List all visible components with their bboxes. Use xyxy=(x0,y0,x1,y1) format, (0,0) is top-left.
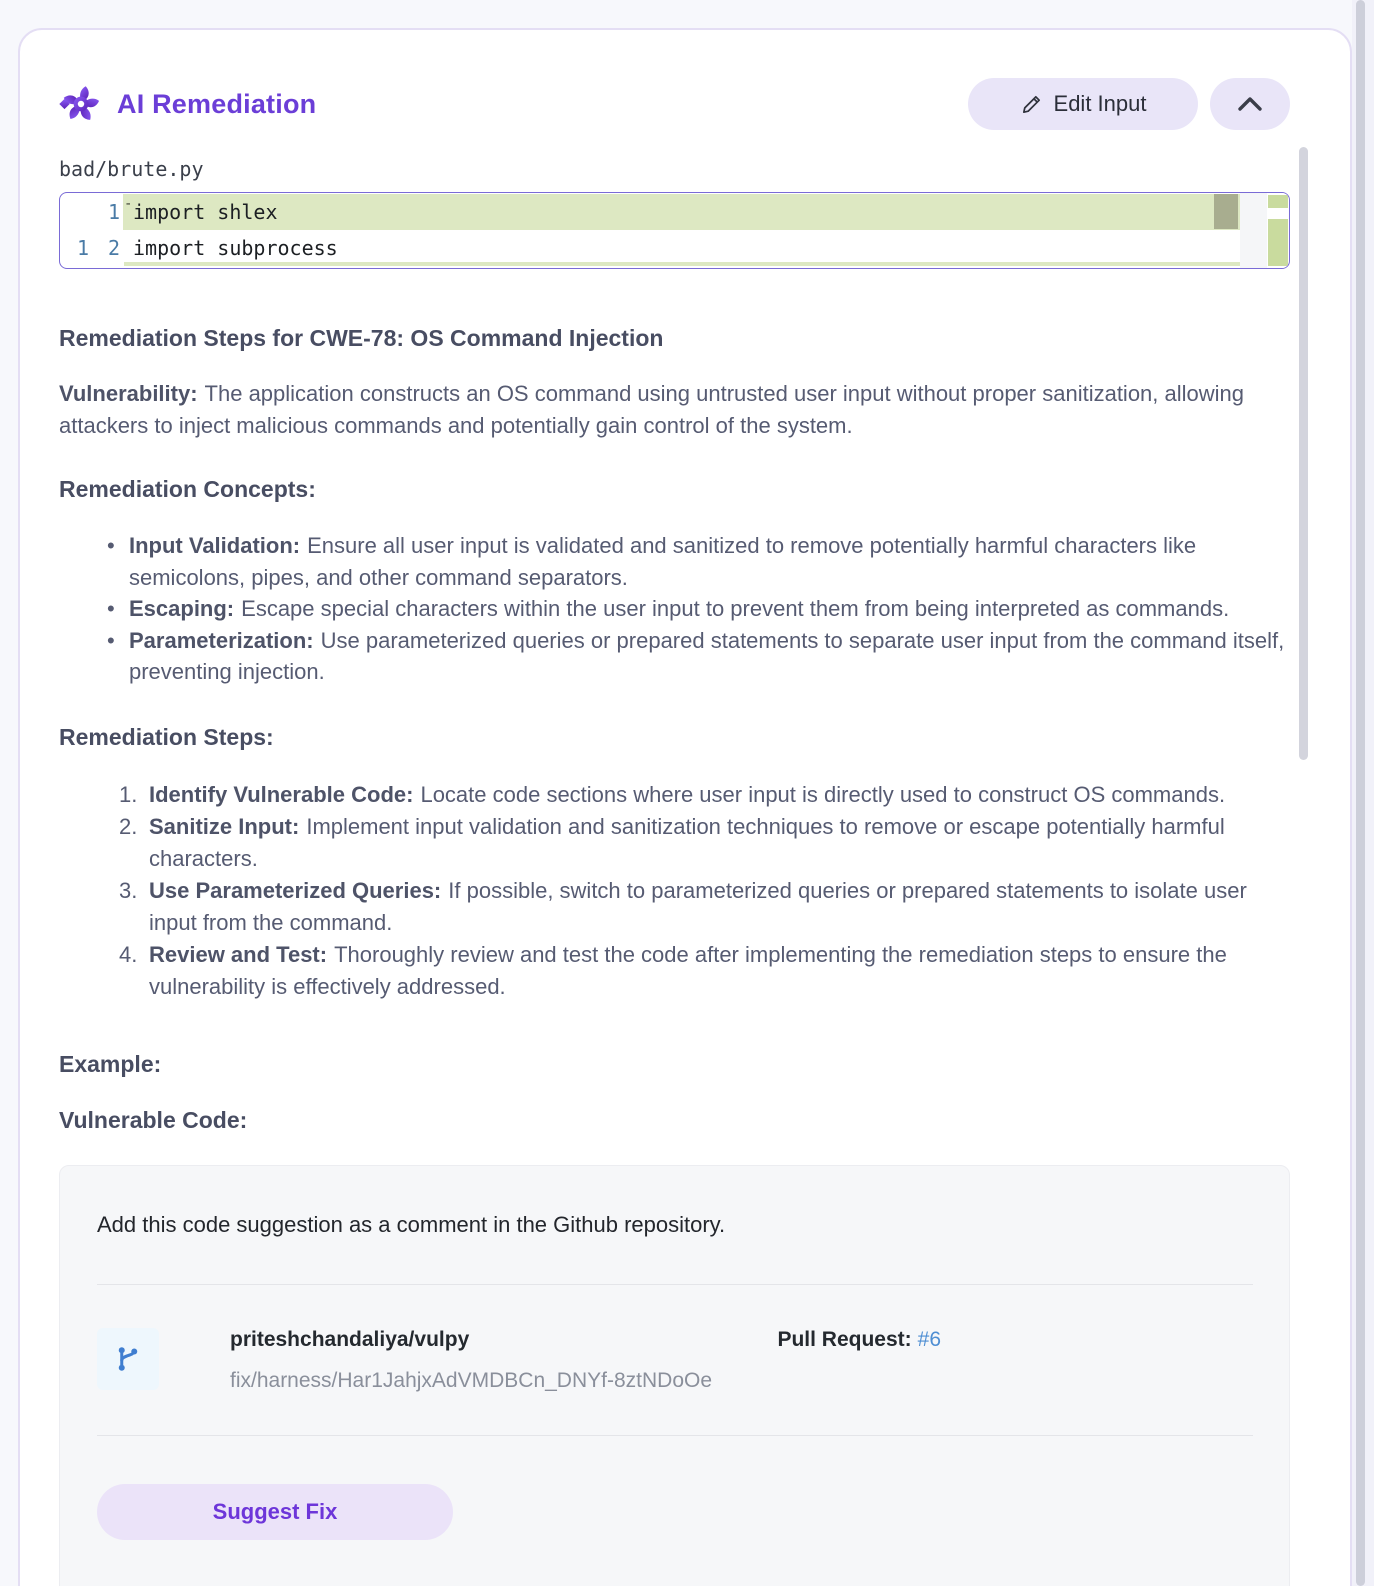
gutter-new-line: 1 xyxy=(107,200,120,224)
repo-name: priteshchandaliya/vulpy xyxy=(230,1327,470,1351)
concept-label: Escaping: xyxy=(129,596,235,621)
code-scrollbar-thumb[interactable] xyxy=(1214,194,1238,229)
concepts-heading: Remediation Concepts: xyxy=(59,476,316,502)
concept-item xyxy=(105,530,1290,593)
example-heading: Example: xyxy=(59,1050,162,1077)
suggestion-prompt: Add this code suggestion as a comment in the Github repository. xyxy=(97,1211,726,1237)
code-diff-block xyxy=(59,192,1290,269)
repo-row xyxy=(97,1328,1253,1393)
step-item xyxy=(121,811,1290,875)
vulnerability-label: Vulnerability: xyxy=(59,381,198,406)
edit-input-button[interactable] xyxy=(968,78,1198,130)
page-scrollbar-thumb[interactable] xyxy=(1356,0,1365,1586)
step-item xyxy=(121,939,1290,1003)
steps-heading: Remediation Steps: xyxy=(59,723,274,750)
divider xyxy=(97,1284,1253,1285)
code-minimap xyxy=(1268,193,1288,268)
concept-text: Ensure all user input is validated and sanitized to remove potentially harmful characters like semicolons, pipes, and other command separators. xyxy=(129,533,1197,590)
gutter-new-line: 2 xyxy=(107,236,120,260)
step-number: 3. xyxy=(119,877,138,903)
suggest-fix-button[interactable]: Suggest Fix xyxy=(97,1484,453,1540)
step-item xyxy=(121,875,1290,939)
panel-header xyxy=(59,78,1290,130)
step-text: If possible, switch to parameterized queries or prepared statements to isolate user input from the command. xyxy=(149,877,1247,935)
steps-list xyxy=(121,779,1290,1003)
step-item xyxy=(121,779,1290,811)
diff-row-added xyxy=(60,194,1240,230)
concept-text: Escape special characters within the user input to prevent them from being interpreted as commands. xyxy=(241,596,1230,621)
step-number: 1. xyxy=(119,781,138,807)
divider xyxy=(97,1435,1253,1436)
ai-flower-logo-icon xyxy=(59,82,103,126)
content-scrollbar-thumb[interactable] xyxy=(1299,147,1308,760)
concept-text: Use parameterized queries or prepared statements to separate user input from the command itself, preventing injection. xyxy=(129,627,1285,684)
repo-icon-box xyxy=(97,1328,159,1390)
gutter-old-line: 1 xyxy=(76,236,89,260)
remediation-title: Remediation Steps for CWE-78: OS Command Injection xyxy=(59,325,664,351)
code-scroll-gutter xyxy=(1240,193,1267,268)
minimap-segment xyxy=(1268,195,1288,208)
ai-remediation-panel xyxy=(18,28,1352,1586)
concept-item xyxy=(105,625,1290,688)
concept-item xyxy=(105,593,1290,625)
chevron-up-icon xyxy=(1237,96,1263,112)
pencil-icon xyxy=(1020,93,1043,116)
step-text: Thoroughly review and test the code after implementing the remediation steps to ensure the vulnerability is effectively addressed. xyxy=(149,941,1227,999)
pull-request-link[interactable]: #6 xyxy=(917,1327,941,1351)
repo-branch: fix/harness/Har1JahjxAdVMDBCn_DNYf-8ztNDoOe xyxy=(230,1368,713,1392)
vulnerability-paragraph xyxy=(59,378,1290,442)
step-label: Sanitize Input: xyxy=(149,813,300,839)
diff-filename: bad/brute.py xyxy=(59,157,204,181)
concepts-list xyxy=(105,530,1290,688)
step-label: Review and Test: xyxy=(149,941,328,967)
concept-label: Parameterization: xyxy=(129,627,314,653)
diff-clipped-added-row xyxy=(124,262,1240,266)
step-text: Locate code sections where user input is directly used to construct OS commands. xyxy=(420,781,1226,807)
edit-input-label: Edit Input xyxy=(1053,91,1147,116)
minimap-segment xyxy=(1268,219,1288,266)
header-title-group xyxy=(59,82,316,126)
step-label: Identify Vulnerable Code: xyxy=(149,781,414,807)
vulnerability-text: The application constructs an OS command using untrusted user input without proper sanitization, allowing attackers to inject malicious commands and potentially gain control of the system. xyxy=(59,381,1245,438)
diff-add-marker: - xyxy=(124,196,133,212)
step-number: 4. xyxy=(119,941,138,967)
step-number: 2. xyxy=(119,813,138,839)
code-text: import shlex xyxy=(133,200,278,224)
step-text: Implement input validation and sanitization techniques to remove or escape potentially harmful characters. xyxy=(149,813,1225,871)
page-title: AI Remediation xyxy=(117,88,317,119)
git-branch-icon xyxy=(113,1344,143,1374)
diff-row-context xyxy=(60,230,1240,266)
pull-request-label: Pull Request: xyxy=(777,1327,912,1351)
repo-meta xyxy=(230,1328,777,1393)
collapse-button[interactable] xyxy=(1210,78,1290,130)
header-actions xyxy=(968,78,1290,130)
diff-rows xyxy=(60,194,1240,266)
code-text: import subprocess xyxy=(133,236,338,260)
concept-label: Input Validation: xyxy=(129,533,301,558)
pull-request-box xyxy=(777,1328,941,1352)
step-label: Use Parameterized Queries: xyxy=(149,877,442,903)
suggestion-card xyxy=(59,1165,1290,1586)
vulnerable-code-heading: Vulnerable Code: xyxy=(59,1106,248,1133)
